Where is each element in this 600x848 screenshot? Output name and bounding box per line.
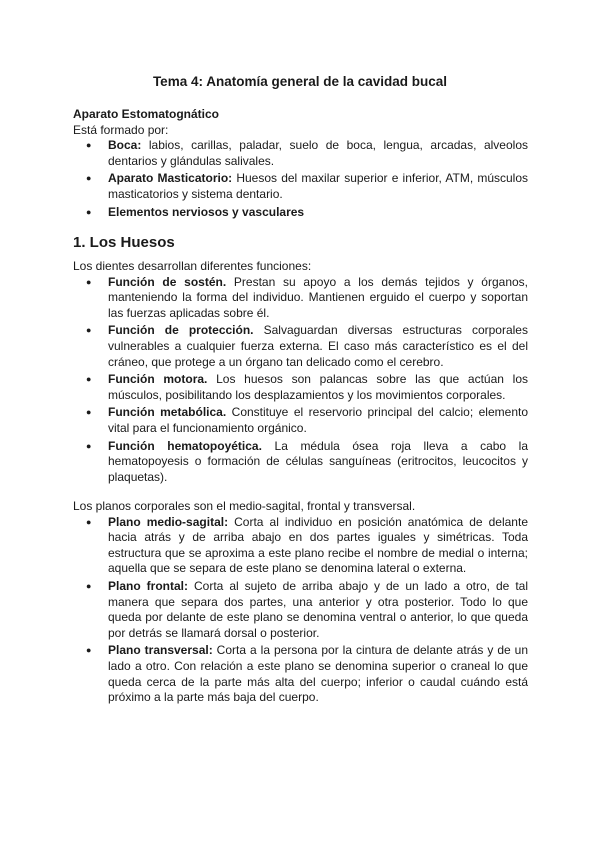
list-item-term: Plano medio-sagital: xyxy=(108,514,229,529)
list-item-term: Elementos nerviosos y vasculares xyxy=(108,204,305,219)
list-item xyxy=(108,579,528,641)
funciones-list xyxy=(73,275,528,486)
planos-section xyxy=(73,499,528,708)
list-item-term: Función de sostén. xyxy=(108,274,227,289)
list-item-term: Función hematopoyética. xyxy=(108,438,262,453)
list-item xyxy=(108,643,528,705)
list-item xyxy=(108,372,528,403)
list-item-term: Función motora. xyxy=(108,372,208,387)
list-item-text: Constituye el reservorio principal del calcio; elemento vital para el funcionamiento orgánico. xyxy=(108,405,529,435)
huesos-intro: Los dientes desarrollan diferentes funciones: xyxy=(73,259,312,273)
page-title: Tema 4: Anatomía general de la cavidad bucal xyxy=(152,74,448,89)
list-item-text: Salvaguardan diversas estructuras corporales vulnerables a cualquier fuerza externa. El caso más característico es el del cráneo, que protege a un órgano tan delicado como el cerebro. xyxy=(108,323,528,369)
list-item-term: Plano transversal: xyxy=(108,643,213,658)
list-item-term: Boca: xyxy=(108,138,142,153)
huesos-section xyxy=(73,259,528,487)
list-item-term: Plano frontal: xyxy=(108,578,188,593)
list-item-text: Los huesos son palancas sobre las que actúan los músculos, posibilitando los desplazamientos y los movimientos corporales. xyxy=(108,372,529,402)
list-item-text: La médula ósea roja lleva a cabo la hematopoyesis o formación de células sanguíneas (eritrocitos, leucocitos y plaquetas). xyxy=(108,438,529,484)
list-item-text: Corta al individuo en posición anatómica de delante hacia atrás y de arriba abajo en dos partes iguales y simétricas. Toda estructura que se aproxima a este plano recibe el nombre de medial o interna; aquella que se separa de este plano se denomina lateral o externa. xyxy=(108,514,528,576)
aparato-intro: Está formado por: xyxy=(73,122,169,137)
list-item-text: Prestan su apoyo a los demás tejidos y órganos, manteniendo la forma del individuo. Mantienen erguido el cuerpo y soportan las fuerzas aplicadas sobre él. xyxy=(108,274,529,320)
list-item-text: Corta al sujeto de arriba abajo y de un lado a otro, de tal manera que separa dos partes, una anterior y otra posterior. Todo lo que queda por delante de este plano se denomina ventral o anterior, lo que queda por detrás se llamará dorsal o posterior. xyxy=(108,578,529,640)
list-item xyxy=(108,138,528,169)
planos-list xyxy=(73,515,528,706)
planos-intro: Los planos corporales son el medio-sagital, frontal y transversal. xyxy=(73,499,416,513)
list-item-text: Corta a la persona por la cintura de delante atrás y de un lado a otro. Con relación a este plano se denomina superior o craneal lo que queda cerca de la parte más alta del cuerpo; inferior o caudal cuándo está próximo a la parte más baja del cuerpo. xyxy=(108,643,529,705)
aparato-list xyxy=(73,138,528,220)
list-item xyxy=(108,205,528,221)
list-item xyxy=(108,405,528,436)
list-item-term: Función metabólica. xyxy=(108,405,227,420)
list-item xyxy=(108,439,528,486)
list-item xyxy=(108,323,528,370)
list-item-term: Función de protección. xyxy=(108,323,254,338)
aparato-heading: Aparato Estomatognático xyxy=(73,107,220,121)
list-item xyxy=(108,515,528,577)
list-item-text: labios, carillas, paladar, suelo de boca, lengua, arcadas, alveolos dentarios y glándulas salivales. xyxy=(108,138,528,168)
aparato-section xyxy=(73,107,528,222)
list-item xyxy=(108,275,528,322)
list-item xyxy=(108,171,528,202)
section-heading-huesos: 1. Los Huesos xyxy=(73,234,175,251)
list-item-text: Huesos del maxilar superior e inferior, ATM, músculos masticatorios y sistema dentario. xyxy=(108,171,529,201)
list-item-term: Aparato Masticatorio: xyxy=(108,171,233,186)
